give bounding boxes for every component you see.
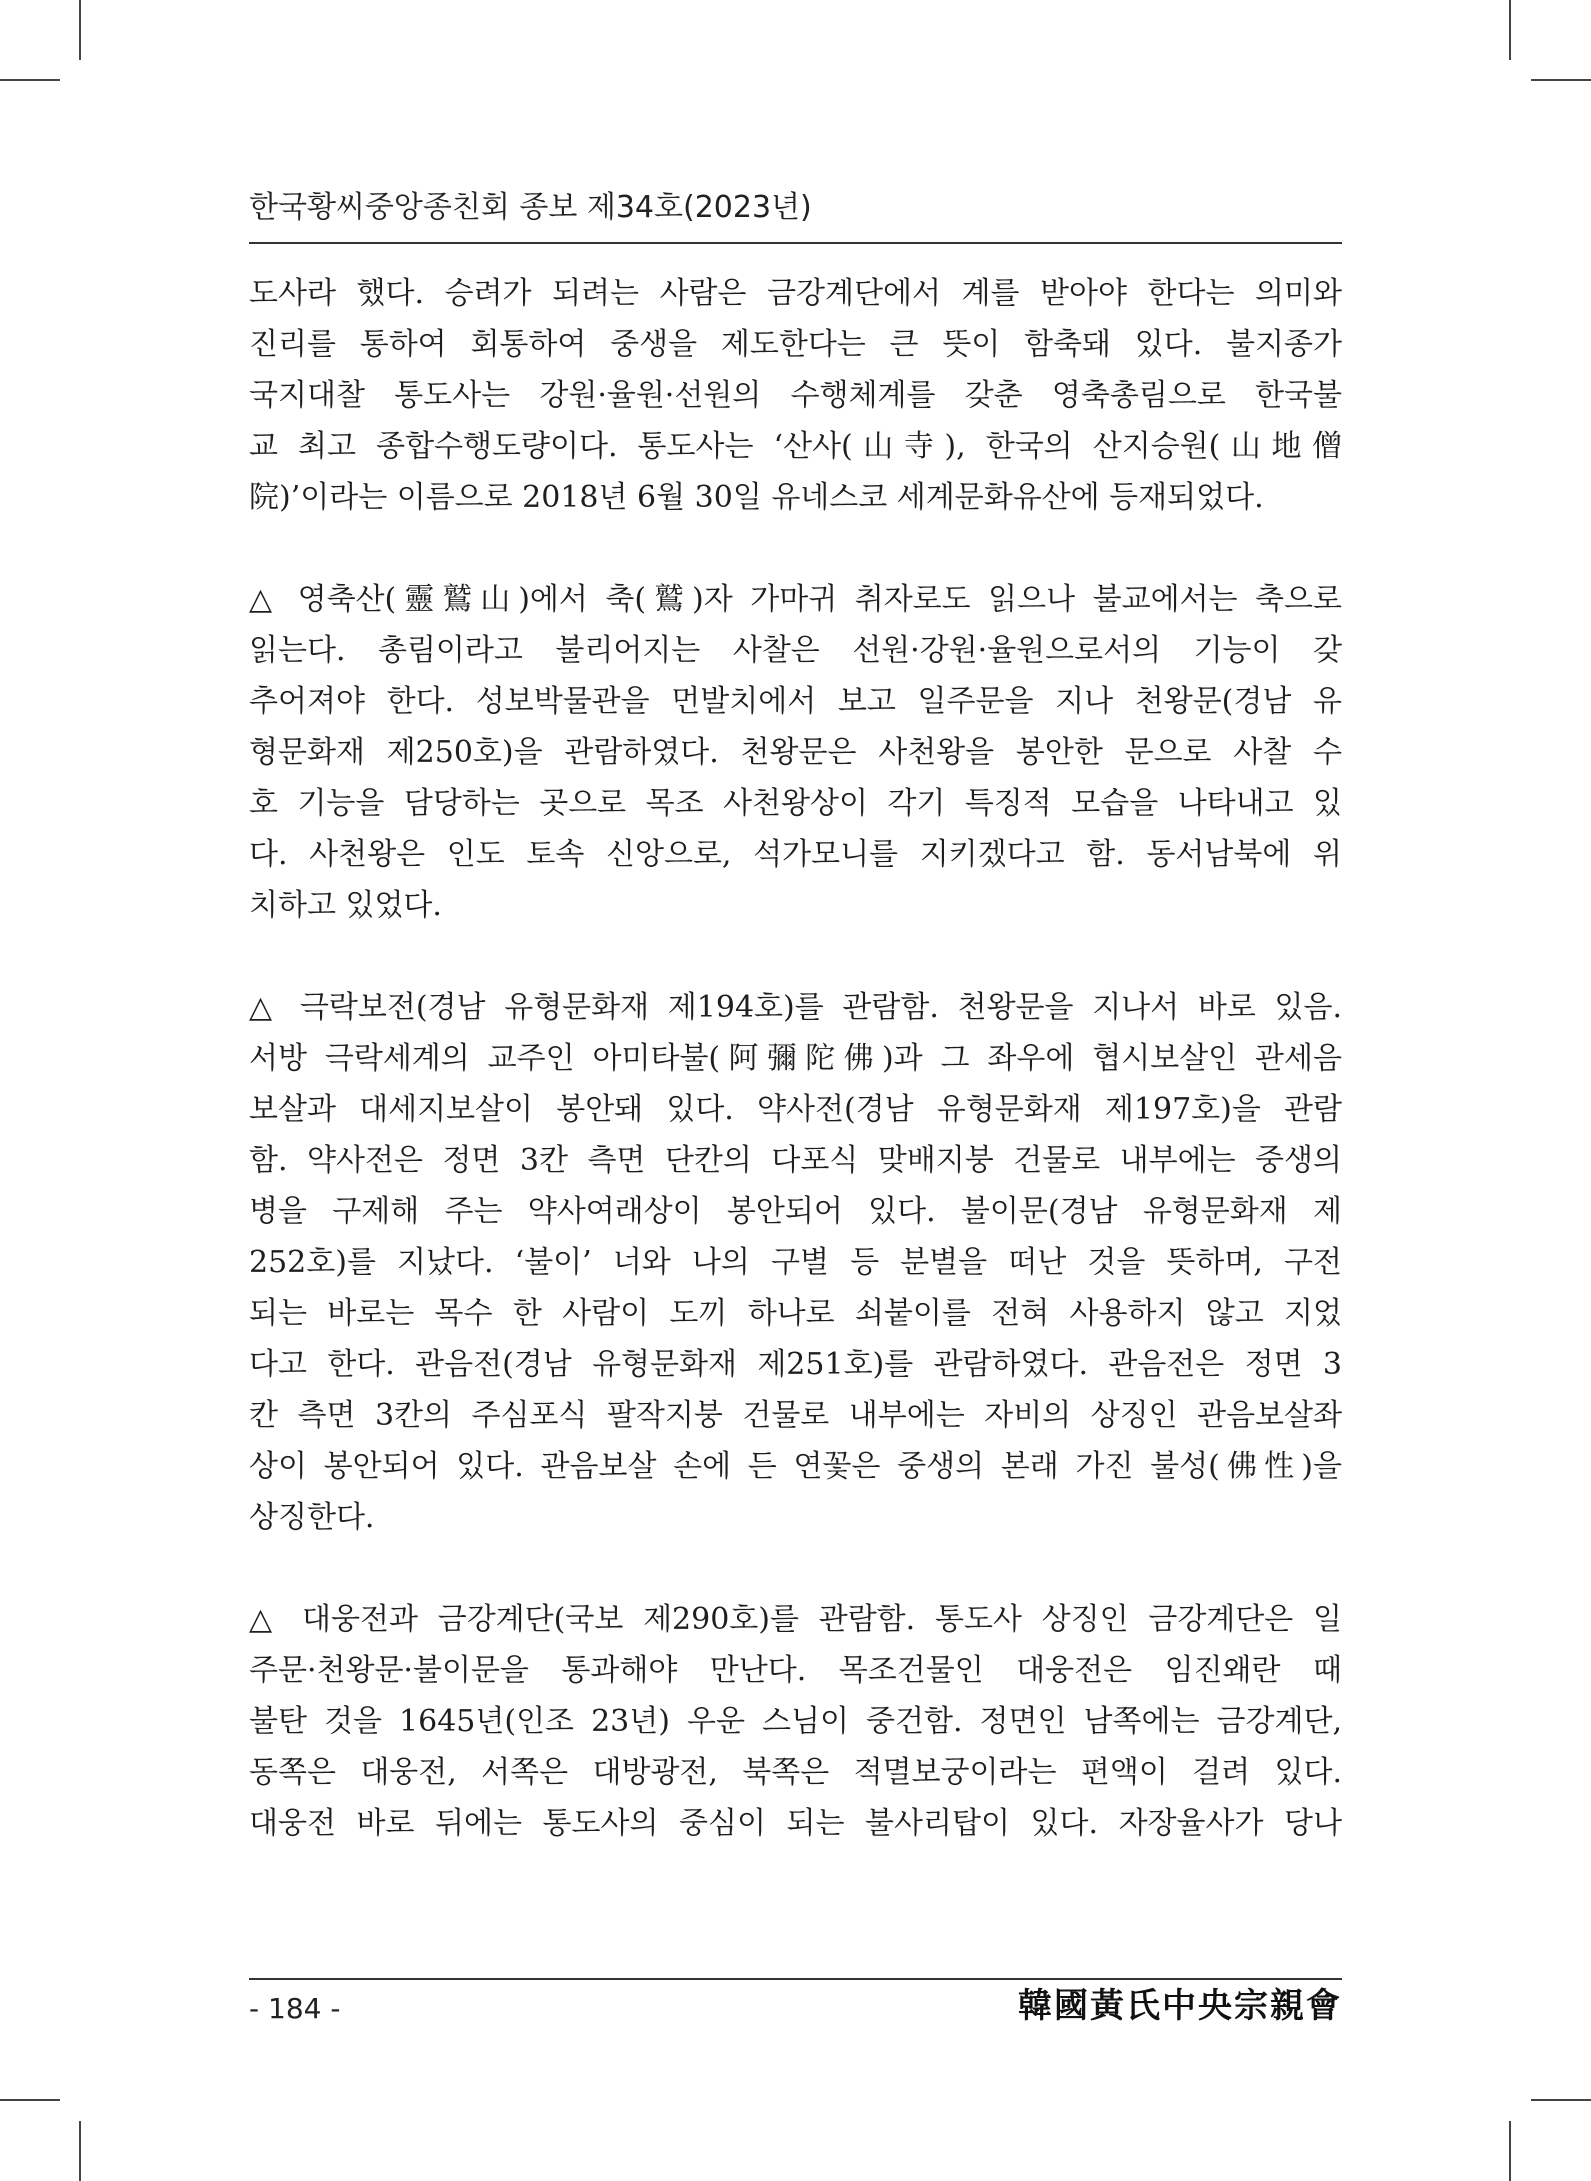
footer-rule <box>249 1978 1342 1980</box>
text-line: 상징한다. <box>249 1500 375 1535</box>
text-line: 읽는다. 총림이라고 불리어지는 사찰은 선원·강원·율원으로서의 기능이 갖 <box>249 633 1342 668</box>
text-line: 추어져야 한다. 성보박물관을 먼발치에서 보고 일주문을 지나 천왕문(경남 유 <box>249 684 1342 719</box>
text-line: △ 영축산(靈鷲山)에서 축(鷲)자 가마귀 취자로도 읽으나 불교에서는 축으로 <box>249 582 1342 617</box>
text-line: 병을 구제해 주는 약사여래상이 봉안되어 있다. 불이문(경남 유형문화재 제 <box>249 1194 1342 1229</box>
running-header: 한국황씨중앙종친회 종보 제34호(2023년) <box>249 190 812 225</box>
text-line: 서방 극락세계의 교주인 아미타불(阿彌陀佛)과 그 좌우에 협시보살인 관세음 <box>249 1041 1342 1076</box>
text-line: 院)’이라는 이름으로 2018년 6월 30일 유네스코 세계문화유산에 등재되었다. <box>249 480 1264 515</box>
text-line: 불탄 것을 1645년(인조 23년) 우운 스님이 중건함. 정면인 남쪽에는 금강계단, <box>249 1704 1342 1739</box>
crop-mark-bottom-right-vertical <box>1509 2121 1511 2181</box>
text-line: 상이 봉안되어 있다. 관음보살 손에 든 연꽃은 중생의 본래 가진 불성(佛性)을 <box>249 1449 1342 1484</box>
text-line: 동쪽은 대웅전, 서쪽은 대방광전, 북쪽은 적멸보궁이라는 편액이 걸려 있다. <box>249 1755 1342 1790</box>
text-line: 교 최고 종합수행도량이다. 통도사는 ‘산사(山寺), 한국의 산지승원(山地僧 <box>249 429 1342 464</box>
text-line: 함. 약사전은 정면 3칸 측면 단칸의 다포식 맞배지붕 건물로 내부에는 중생의 <box>249 1143 1342 1178</box>
text-line: 진리를 통하여 회통하여 중생을 제도한다는 큰 뜻이 함축돼 있다. 불지종가 <box>249 327 1342 362</box>
header-rule <box>249 242 1342 244</box>
crop-mark-bottom-right-horizontal <box>1531 2099 1591 2101</box>
crop-mark-top-right-vertical <box>1509 0 1511 60</box>
text-line: 다. 사천왕은 인도 토속 신앙으로, 석가모니를 지키겠다고 함. 동서남북에 위 <box>249 837 1342 872</box>
text-line: 칸 측면 3칸의 주심포식 팔작지붕 건물로 내부에는 자비의 상징인 관음보살좌 <box>249 1398 1342 1433</box>
crop-mark-bottom-left-horizontal <box>0 2099 60 2101</box>
text-line: △ 대웅전과 금강계단(국보 제290호)를 관람함. 통도사 상징인 금강계단은 일 <box>249 1602 1342 1637</box>
text-line: 형문화재 제250호)을 관람하였다. 천왕문은 사천왕을 봉안한 문으로 사찰 수 <box>249 735 1342 770</box>
text-line: 252호)를 지났다. ‘불이’ 너와 나의 구별 등 분별을 떠난 것을 뜻하며, 구전 <box>249 1245 1342 1280</box>
paragraph-yeongchuksan <box>249 574 1342 931</box>
text-line: 주문·천왕문·불이문을 통과해야 만난다. 목조건물인 대웅전은 임진왜란 때 <box>249 1653 1342 1688</box>
crop-mark-top-left-vertical <box>79 0 81 60</box>
society-name-logo: 韓國黃氏中央宗親會 <box>1018 1986 1342 2026</box>
text-line: 보살과 대세지보살이 봉안돼 있다. 약사전(경남 유형문화재 제197호)을 관람 <box>249 1092 1342 1127</box>
page-number: - 184 - <box>249 1992 341 2025</box>
paragraph-geungnakbojeon <box>249 982 1342 1543</box>
text-line: 도사라 했다. 승려가 되려는 사람은 금강계단에서 계를 받아야 한다는 의미와 <box>249 276 1342 311</box>
text-line: 호 기능을 담당하는 곳으로 목조 사천왕상이 각기 특징적 모습을 나타내고 있 <box>249 786 1342 821</box>
paragraph-daeungjeon <box>249 1594 1342 1849</box>
text-line: 대웅전 바로 뒤에는 통도사의 중심이 되는 불사리탑이 있다. 자장율사가 당나 <box>249 1806 1342 1841</box>
crop-mark-top-left-horizontal <box>0 79 60 81</box>
text-line: 국지대찰 통도사는 강원·율원·선원의 수행체계를 갖춘 영축총림으로 한국불 <box>249 378 1342 413</box>
crop-mark-top-right-horizontal <box>1531 79 1591 81</box>
body-text <box>249 268 1342 1900</box>
text-line: △ 극락보전(경남 유형문화재 제194호)를 관람함. 천왕문을 지나서 바로 있음. <box>249 990 1342 1025</box>
text-line: 치하고 있었다. <box>249 888 442 923</box>
text-line: 다고 한다. 관음전(경남 유형문화재 제251호)를 관람하였다. 관음전은 정면 3 <box>249 1347 1342 1382</box>
text-line: 되는 바로는 목수 한 사람이 도끼 하나로 쇠붙이를 전혀 사용하지 않고 지었 <box>249 1296 1342 1331</box>
paragraph-intro <box>249 268 1342 523</box>
crop-mark-bottom-left-vertical <box>79 2121 81 2181</box>
